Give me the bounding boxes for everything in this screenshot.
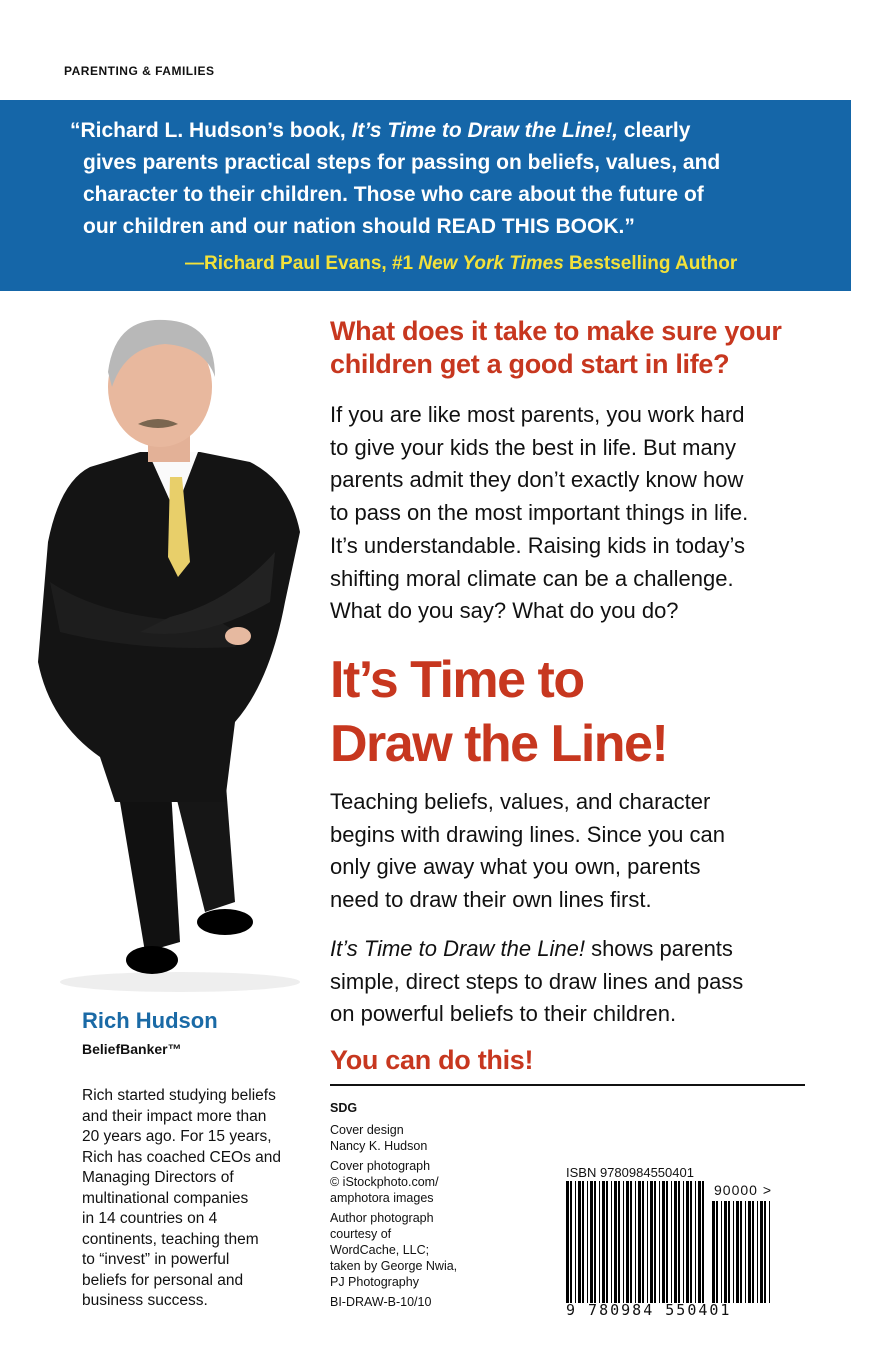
credit-line: Author photograph — [330, 1211, 434, 1225]
endorsement-quote-band — [0, 100, 851, 291]
bio-line: and their impact more than — [82, 1107, 267, 1125]
credit-line: courtesy of — [330, 1227, 392, 1241]
intro-line: It’s understandable. Raising kids in today’s — [330, 532, 745, 558]
author-bio — [82, 1086, 281, 1312]
credits-block — [330, 1100, 457, 1310]
credit-line: Cover design — [330, 1123, 404, 1137]
intro-paragraph — [330, 399, 748, 628]
quote-line-4 — [83, 215, 635, 239]
credit-line: taken by George Nwia, — [330, 1259, 458, 1273]
isbn-barcode — [566, 1165, 810, 1325]
intro-line: parents admit they don’t exactly know how — [330, 467, 744, 493]
quote-text: our children and our nation should — [83, 215, 437, 238]
paragraph-line — [330, 933, 743, 966]
quote-text: clearly — [618, 119, 691, 142]
bio-line: business success. — [82, 1292, 208, 1309]
intro-line: shifting moral climate can be a challenge. — [330, 565, 734, 591]
paragraph-line: on powerful beliefs to their children. — [330, 1001, 677, 1027]
ean-barcode-bars — [566, 1181, 706, 1303]
credit-line: Nancy K. Hudson — [330, 1139, 428, 1153]
product-code: BI-DRAW-B-10/10 — [330, 1295, 432, 1309]
bio-line: multinational companies — [82, 1189, 249, 1207]
attribution-role: Bestselling Author — [563, 253, 738, 274]
author-tagline: BeliefBanker™ — [82, 1041, 182, 1057]
call-to-action: You can do this! — [330, 1045, 534, 1075]
paragraph-book-pitch — [330, 933, 743, 1031]
paragraph-line: begins with drawing lines. Since you can — [330, 821, 726, 847]
bio-line: continents, teaching them — [82, 1230, 259, 1248]
intro-line: to pass on the most important things in life. — [330, 500, 749, 526]
attribution-rank: #1 — [386, 253, 419, 274]
price-code: 90000 > — [714, 1182, 772, 1198]
paragraph-line: Teaching beliefs, values, and character — [330, 789, 711, 814]
isbn-digits: 9 780984 550401 — [566, 1301, 732, 1319]
category-label: PARENTING & FAMILIES — [64, 64, 215, 78]
intro-line: to give your kids the best in life. But many — [330, 434, 736, 460]
bio-line: in 14 countries on 4 — [82, 1210, 218, 1227]
credit-line: WordCache, LLC; — [330, 1243, 430, 1257]
bio-line: 20 years ago. For 15 years, — [82, 1128, 272, 1145]
paragraph-text: shows parents — [584, 936, 733, 961]
author-photo — [20, 302, 320, 1002]
section-divider — [330, 1084, 805, 1086]
quote-book-title: It’s Time to Draw the Line!, — [351, 119, 619, 142]
credit-line: © iStockphoto.com/ — [330, 1175, 439, 1189]
paragraph-line: simple, direct steps to draw lines and pass — [330, 968, 744, 994]
bio-line: Managing Directors of — [82, 1169, 234, 1186]
book-title-line-2: Draw the Line! — [330, 715, 668, 773]
price-barcode-bars — [712, 1201, 774, 1303]
bio-line: Rich has coached CEOs and — [82, 1148, 282, 1166]
bio-line: to “invest” in powerful — [82, 1251, 230, 1268]
intro-line: What do you say? What do you do? — [330, 598, 679, 624]
paragraph-drawing-lines — [330, 786, 725, 917]
paragraph-line: only give away what you own, parents — [330, 854, 701, 880]
credit-line: PJ Photography — [330, 1275, 419, 1289]
question-headline-line-1: What does it take to make sure your — [330, 316, 782, 346]
sdg-label: SDG — [330, 1101, 358, 1115]
book-title-line-1: It’s Time to — [330, 651, 584, 709]
paragraph-line: need to draw their own lines first. — [330, 887, 652, 913]
bio-line: Rich started studying beliefs — [82, 1087, 276, 1104]
quote-line-2: gives parents practical steps for passing on beliefs, values, and — [83, 151, 721, 174]
intro-line: If you are like most parents, you work hard — [330, 402, 745, 427]
quote-line-3: character to their children. Those who care about the future of — [83, 183, 704, 206]
credit-line: amphotora images — [330, 1191, 434, 1205]
attribution-publication: New York Times — [418, 253, 564, 274]
quote-line-1 — [70, 119, 690, 143]
quote-emphasis: READ THIS BOOK. — [436, 215, 625, 238]
question-headline-line-2: children get a good start in life? — [330, 349, 730, 379]
bio-line: beliefs for personal and — [82, 1271, 244, 1289]
credit-line: Cover photograph — [330, 1159, 431, 1173]
quote-attribution — [185, 253, 737, 275]
quote-text: ” — [624, 215, 635, 238]
quote-text: “Richard L. Hudson’s book, — [70, 119, 352, 142]
isbn-label: ISBN 9780984550401 — [566, 1165, 694, 1180]
author-name: Rich Hudson — [82, 1008, 218, 1033]
book-title-italic: It’s Time to Draw the Line! — [330, 936, 585, 961]
attribution-name: —Richard Paul Evans, — [185, 253, 387, 274]
